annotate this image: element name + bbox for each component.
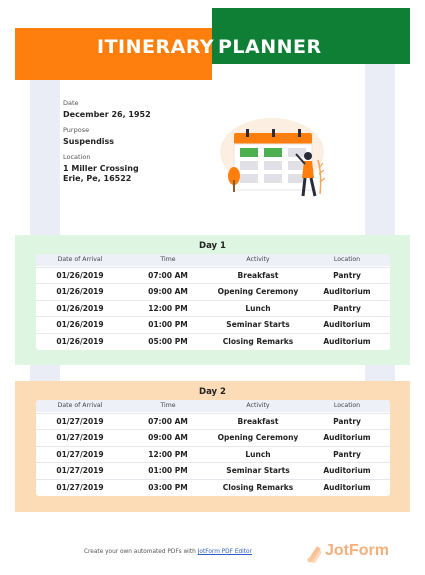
col-location-header: Location (333, 256, 361, 263)
table-header (36, 254, 390, 266)
cell-time: 01:00 PM (148, 466, 188, 475)
cell-location: Pantry (333, 304, 361, 313)
col-date-header: Date of Arrival (57, 402, 103, 409)
cell-date: 01/27/2019 (56, 450, 104, 459)
cell-date: 01/27/2019 (56, 417, 104, 426)
col-activity-header: Activity (246, 256, 270, 263)
cell-time: 12:00 PM (148, 450, 188, 459)
jotform-pdf-editor-link[interactable]: JotForm PDF Editor (197, 549, 252, 555)
day2-table (36, 400, 390, 496)
cell-time: 05:00 PM (148, 337, 188, 346)
cell-location: Auditorium (323, 320, 371, 329)
right-side-bar (365, 64, 395, 235)
cell-time: 07:00 AM (148, 271, 188, 280)
table-row (36, 429, 390, 446)
date-label: Date (63, 99, 79, 107)
title-right: PLANNER (218, 36, 322, 58)
cell-activity: Breakfast (237, 271, 279, 280)
cell-location: Auditorium (323, 337, 371, 346)
table-row (36, 446, 390, 463)
cell-time: 09:00 AM (148, 287, 188, 296)
cell-date: 01/26/2019 (56, 304, 104, 313)
day1-panel (15, 235, 410, 365)
table-header (36, 400, 390, 412)
jotform-logo-text: JotForm (325, 542, 389, 559)
purpose-label: Purpose (63, 126, 90, 134)
table-row (36, 479, 390, 496)
cell-activity: Seminar Starts (226, 466, 290, 475)
day2-panel (15, 381, 410, 512)
table-row (36, 283, 390, 300)
cell-location: Auditorium (323, 287, 371, 296)
cell-date: 01/27/2019 (56, 466, 104, 475)
title-left: ITINERARY (97, 36, 215, 58)
calendar-planning-illustration (210, 112, 340, 207)
day2-title: Day 2 (199, 387, 226, 397)
footer-text (84, 549, 252, 555)
cell-activity: Opening Ceremony (217, 433, 299, 442)
location-line2: Erie, Pe, 16522 (63, 174, 132, 183)
table-row (36, 333, 390, 350)
date-value: December 26, 1952 (63, 110, 151, 119)
cell-activity: Seminar Starts (226, 320, 290, 329)
cell-location: Auditorium (323, 466, 371, 475)
cell-activity: Lunch (245, 450, 271, 459)
day1-table (36, 254, 390, 350)
col-time-header: Time (160, 256, 176, 263)
right-connector-bar (365, 365, 395, 381)
table-row (36, 267, 390, 284)
table-row (36, 413, 390, 430)
cell-activity: Breakfast (237, 417, 279, 426)
cell-activity: Closing Remarks (222, 483, 294, 492)
cell-location: Pantry (333, 271, 361, 280)
location-line1: 1 Miller Crossing (63, 164, 139, 173)
cell-date: 01/26/2019 (56, 320, 104, 329)
cell-date: 01/27/2019 (56, 433, 104, 442)
location-label: Location (63, 153, 91, 161)
cell-location: Pantry (333, 450, 361, 459)
jotform-logo-icon (305, 542, 325, 564)
cell-date: 01/26/2019 (56, 287, 104, 296)
cell-date: 01/26/2019 (56, 271, 104, 280)
cell-activity: Lunch (245, 304, 271, 313)
col-location-header: Location (333, 402, 361, 409)
col-time-header: Time (160, 402, 176, 409)
cell-location: Auditorium (323, 483, 371, 492)
cell-location: Pantry (333, 417, 361, 426)
table-row (36, 316, 390, 333)
cell-time: 03:00 PM (148, 483, 188, 492)
cell-time: 07:00 AM (148, 417, 188, 426)
cell-date: 01/26/2019 (56, 337, 104, 346)
cell-time: 01:00 PM (148, 320, 188, 329)
cell-date: 01/27/2019 (56, 483, 104, 492)
cell-time: 09:00 AM (148, 433, 188, 442)
table-row (36, 300, 390, 317)
cell-activity: Closing Remarks (222, 337, 294, 346)
day1-title: Day 1 (199, 241, 226, 251)
purpose-value: Suspendiss (63, 137, 115, 146)
col-date-header: Date of Arrival (57, 256, 103, 263)
col-activity-header: Activity (246, 402, 270, 409)
left-side-bar (30, 80, 60, 235)
table-row (36, 462, 390, 479)
cell-time: 12:00 PM (148, 304, 188, 313)
cell-activity: Opening Ceremony (217, 287, 299, 296)
cell-location: Auditorium (323, 433, 371, 442)
footer-caption: Create your own automated PDFs with (84, 549, 198, 555)
left-connector-bar (30, 365, 60, 381)
